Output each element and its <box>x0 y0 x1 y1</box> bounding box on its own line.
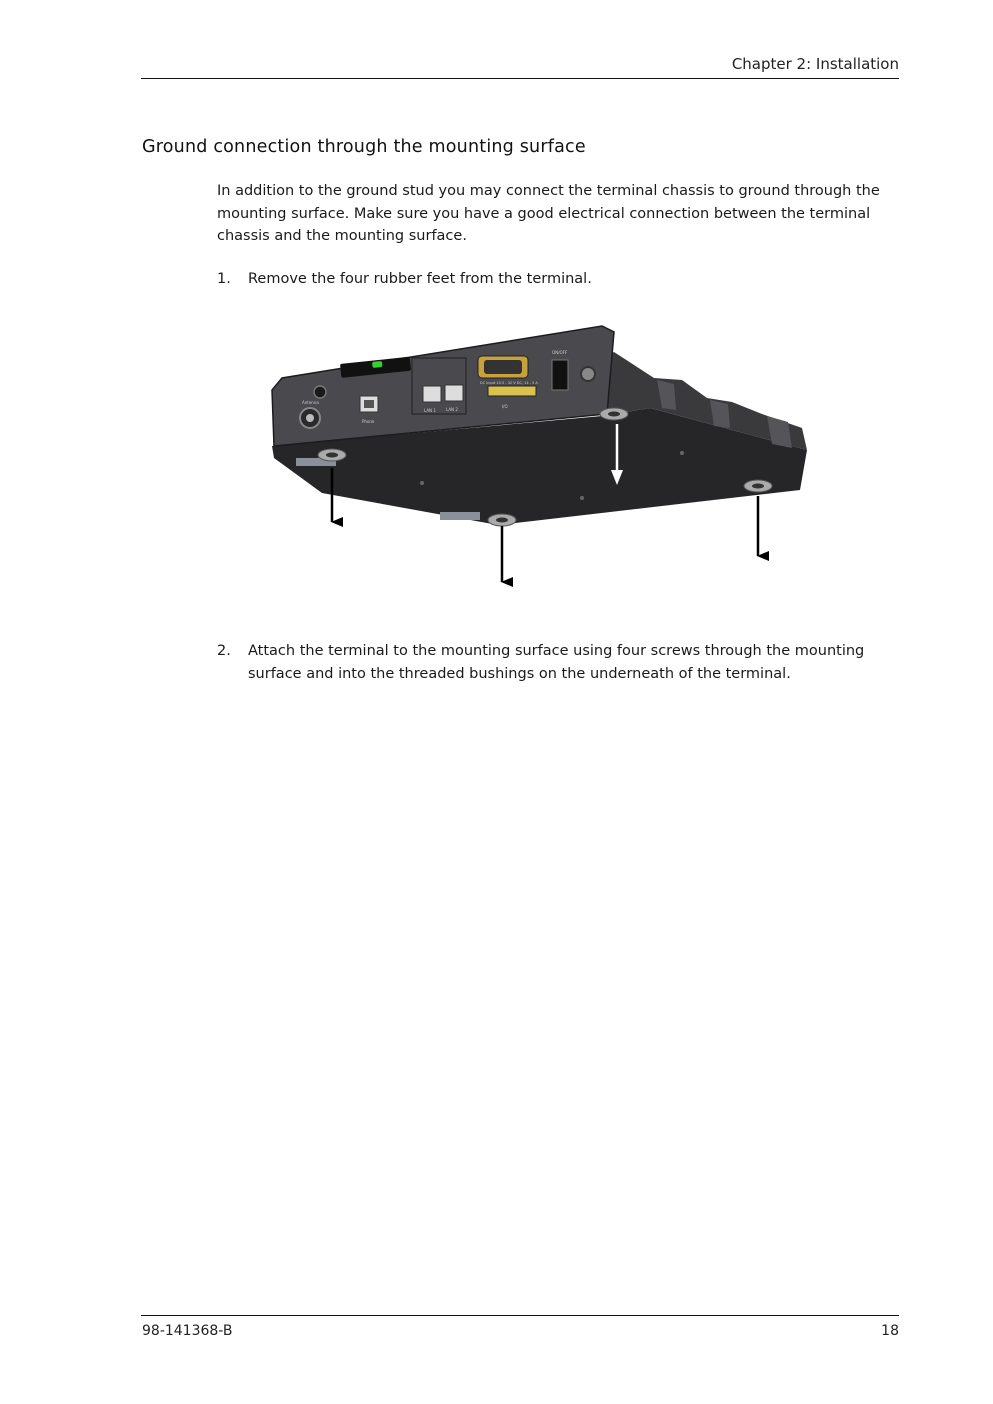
chapter-header: Chapter 2: Installation <box>731 55 899 73</box>
antenna-connector-pin <box>306 414 314 422</box>
phone-label: Phone <box>362 419 375 424</box>
onoff-label: ON/OFF <box>552 350 568 355</box>
io-db-connector-pins <box>484 360 522 374</box>
rubber-foot-center <box>608 412 620 417</box>
phone-port-jack <box>364 400 374 408</box>
rubber-foot-center <box>496 518 508 523</box>
step-number: 1. <box>217 271 231 287</box>
underside-stud <box>680 451 684 455</box>
lan-1-label: LAN 1 <box>424 408 436 413</box>
terminal-block-icon <box>488 386 536 396</box>
rubber-foot-center <box>326 453 338 458</box>
page-number: 18 <box>881 1323 899 1339</box>
footer-rule <box>141 1315 899 1316</box>
power-switch-icon <box>552 360 568 390</box>
rubber-foot-center <box>752 484 764 489</box>
terminal-underside-figure <box>262 318 822 590</box>
ground-stud-icon <box>581 367 595 381</box>
io-label: I/O <box>502 404 508 409</box>
terminal-illustration <box>262 318 822 590</box>
underside-stud <box>420 481 424 485</box>
document-number: 98-141368-B <box>142 1323 233 1339</box>
step-2 <box>217 640 897 685</box>
antenna-label: Antenna <box>302 400 319 405</box>
section-heading: Ground connection through the mounting surface <box>142 137 586 157</box>
dc-input-label: DC Input 10.5 - 32 V DC, 14 - 5 A <box>480 381 538 385</box>
underside-stud <box>580 496 584 500</box>
step-text: Remove the four rubber feet from the terminal. <box>248 271 592 287</box>
header-rule <box>141 78 899 79</box>
step-number: 2. <box>217 643 231 659</box>
lan-2-port-icon <box>445 385 463 401</box>
intro-paragraph: In addition to the ground stud you may connect the terminal chassis to ground through the mounting surface. Make sure you have a good electrical connection between the terminal chassis and the mounting surface. <box>217 183 880 244</box>
screw-icon <box>314 386 326 398</box>
lan-1-port-icon <box>423 386 441 402</box>
status-led <box>372 361 383 368</box>
mount-bracket <box>440 512 480 520</box>
step-1 <box>217 268 897 291</box>
lan-2-label: LAN 2 <box>446 407 458 412</box>
step-text: Attach the terminal to the mounting surface using four screws through the mounting surface and into the threaded bushings on the underneath of the terminal. <box>248 643 865 682</box>
